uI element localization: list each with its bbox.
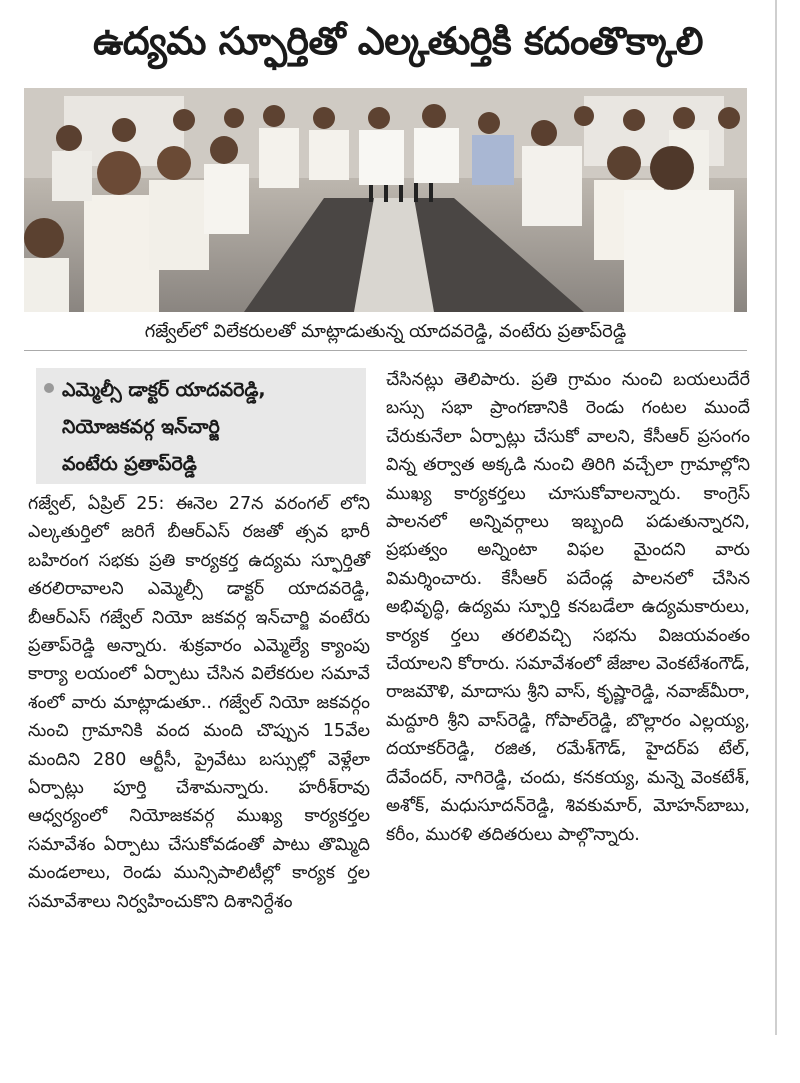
article-paragraph: గజ్వేల్, ఏప్రిల్ 25: ఈనెల 27న వరంగల్ లోని ఎల్కతుర్తిలో జరిగే బీఆర్ఎస్ రజతో త్సవ భారీ బహిరంగ సభకు ప్రతి కార్యకర్త ఉద్యమ స్ఫూర్తితో తరలిరావాలని ఎమ్మెల్సీ డాక్టర్ యాదవరెడ్డి, బీఆర్ఎస్ గజ్వేల్ నియో జకవర్గ ఇన్‌చార్జి వంటేరు ప్రతాప్‌రెడ్డి అన్నారు. శుక్రవారం ఎమ్మెల్యే క్యాంపు కార్యా లయంలో ఏర్పాటు చేసిన విలేకరుల సమావే శంలో వారు మాట్లాడుతూ.. గజ్వేల్ నియో జకవర్గం నుంచి గ్రామానికి వంద మంది చొప్పున 15వేల మందిని 280 ఆర్టీసీ, ప్రైవేటు బస్సుల్లో వెళ్లేలా ఏర్పాట్లు పూర్తి చేశామన్నారు. హరీశ్‌రావు ఆధ్వర్యంలో నియోజకవర్గ ముఖ్య కార్యకర్తల సమావేశం ఏర్పాటు చేసుకోవడంతో పాటు తొమ్మిది మండలాలు, రెండు మున్సిపాలిటీల్లో కార్యక ర్తల సమావేశాలు నిర్వహించుకొని దిశానిర్దేశం xyxy=(28,494,370,912)
highlight-box xyxy=(36,368,366,484)
article-column-right xyxy=(386,366,750,849)
bullet-icon xyxy=(44,383,54,393)
meeting-photo-illustration xyxy=(24,88,747,312)
highlight-line: వంటేరు ప్రతాప్‌రెడ్డి xyxy=(62,453,197,475)
article-column-left xyxy=(28,490,370,916)
highlight-text xyxy=(62,372,362,483)
headline: ఉద్యమ స్ఫూర్తితో ఎల్కతుర్తికి కదంతొక్కాలి xyxy=(92,19,704,63)
article-paragraph: చేసినట్లు తెలిపారు. ప్రతి గ్రామం నుంచి బయలుదేరే బస్సు సభా ప్రాంగణానికి రెండు గంటల ముందే చేరుకునేలా ఏర్పాట్లు చేసుకో వాలని, కేసీఆర్ ప్రసంగం విన్న తర్వాత అక్కడి నుంచి తిరిగి వచ్చేలా గ్రామాల్లోని ముఖ్య కార్యకర్తలు చూసుకోవాలన్నారు. కాంగ్రెస్ పాలనలో అన్నివర్గాలు ఇబ్బంది పడుతున్నారని, ప్రభుత్వం అన్నింటా విఫల మైందని వారు విమర్శించారు. కేసీఆర్ పదేండ్ల పాలనలో చేసిన అభివృద్ధి, ఉద్యమ స్ఫూర్తి కనబడేలా ఉద్యమకారులు, కార్యక ర్తలు తరలివచ్చి సభను విజయవంతం చేయాలని కోరారు. సమావేశంలో జేజాల వెంకటేశంగౌడ్, రాజమౌళి, మాదాసు శ్రీని వాస్, కృష్ణారెడ్డి, నవాజ్‌మీరా, మద్దూరి శ్రీని వాస్‌రెడ్డి, గోపాల్‌రెడ్డి, బొల్లారం ఎల్లయ్య, దయాకర్‌రెడ్డి, రజిత, రమేశ్‌గౌడ్, హైదర్‌ప టేల్, దేవేందర్, నాగిరెడ్డి, చందు, కనకయ్య, మన్నె వెంకటేశ్, అశోక్, మధుసూదన్‌రెడ్డి, శివకుమార్, మోహన్‌బాబు, కరీం, మురళి తదితరులు పాల్గొన్నారు. xyxy=(386,370,750,845)
highlight-line: ఎమ్మెల్సీ డాక్టర్ యాదవరెడ్డి, xyxy=(62,379,266,401)
page-divider xyxy=(775,0,777,1035)
photo-caption: గజ్వేల్‌లో విలేకరులతో మాట్లాడుతున్న యాదవరెడ్డి, వంటేరు ప్రతాప్‌రెడ్డి xyxy=(24,314,747,351)
news-photo xyxy=(24,88,747,312)
highlight-line: నియోజకవర్గ ఇన్‌చార్జి xyxy=(62,416,220,438)
